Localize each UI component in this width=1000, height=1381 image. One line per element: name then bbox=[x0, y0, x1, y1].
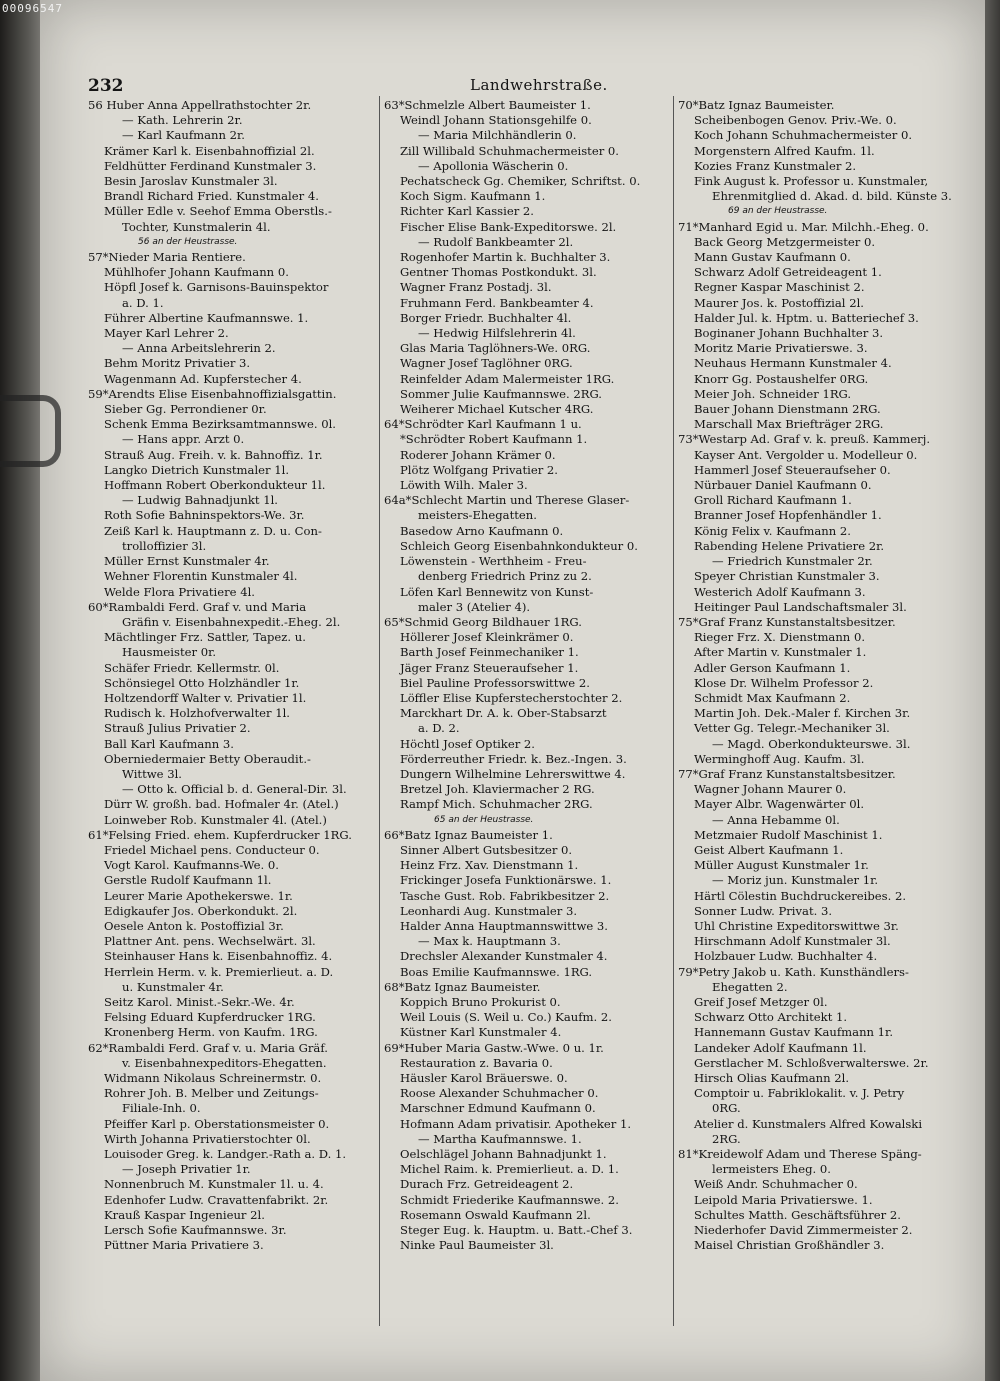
directory-entry: Schultes Matth. Geschäftsführer 2. bbox=[694, 1207, 901, 1222]
directory-entry: Leipold Maria Privatierswe. 1. bbox=[694, 1192, 873, 1207]
directory-entry: Oberniedermaier Betty Oberaudit.- bbox=[104, 751, 311, 766]
directory-entry: Fruhmann Ferd. Bankbeamter 4. bbox=[400, 295, 594, 310]
page-clip-shadow bbox=[0, 395, 61, 467]
directory-entry: Mächtlinger Frz. Sattler, Tapez. u. bbox=[104, 630, 306, 645]
directory-entry: — Ludwig Bahnadjunkt 1l. bbox=[122, 493, 278, 508]
directory-entry: Marckhart Dr. A. k. Ober-Stabsarzt bbox=[400, 706, 607, 721]
directory-entry: Förderreuther Friedr. k. Bez.-Ingen. 3. bbox=[400, 751, 627, 766]
directory-entry: Rampf Mich. Schuhmacher 2RG. bbox=[400, 797, 593, 812]
directory-entry: 57*Nieder Maria Rentiere. bbox=[88, 250, 246, 265]
running-head: Landwehrstraße. bbox=[470, 76, 608, 94]
directory-entry: — Hedwig Hilfslehrerin 4l. bbox=[418, 326, 576, 341]
directory-entry: Kronenberg Herm. von Kaufm. 1RG. bbox=[104, 1025, 318, 1040]
directory-entry: Leonhardi Aug. Kunstmaler 3. bbox=[400, 903, 578, 918]
directory-entry: Schmidt Max Kaufmann 2. bbox=[694, 690, 851, 705]
directory-entry: Sinner Albert Gutsbesitzer 0. bbox=[400, 842, 573, 857]
directory-entry: Weindl Johann Stationsgehilfe 0. bbox=[400, 113, 592, 128]
directory-entry: Bretzel Joh. Klaviermacher 2 RG. bbox=[400, 782, 595, 797]
directory-entry: Greif Josef Metzger 0l. bbox=[694, 994, 828, 1009]
directory-entry: Jäger Franz Steueraufseher 1. bbox=[400, 660, 579, 675]
directory-entry: Roth Sofie Bahninspektors-We. 3r. bbox=[104, 508, 305, 523]
directory-entry: 71*Manhard Egid u. Mar. Milchh.-Eheg. 0. bbox=[678, 219, 929, 234]
directory-entry: Friedel Michael pens. Conducteur 0. bbox=[104, 842, 320, 857]
directory-entry: Weil Louis (S. Weil u. Co.) Kaufm. 2. bbox=[400, 1010, 612, 1025]
directory-column-3 bbox=[678, 98, 960, 1253]
directory-entry: Holtzendorff Walter v. Privatier 1l. bbox=[104, 690, 307, 705]
directory-entry: Pechatscheck Gg. Chemiker, Schriftst. 0. bbox=[400, 174, 641, 189]
directory-entry: Filiale-Inh. 0. bbox=[122, 1101, 201, 1116]
directory-entry: Steinhauser Hans k. Eisenbahnoffiz. 4. bbox=[104, 949, 333, 964]
directory-entry: Knorr Gg. Postaushelfer 0RG. bbox=[694, 371, 869, 386]
directory-entry: Loinweber Rob. Kunstmaler 4l. (Atel.) bbox=[104, 812, 327, 827]
directory-entry: Barth Josef Feinmechaniker 1. bbox=[400, 645, 579, 660]
directory-entry: Neuhaus Hermann Kunstmaler 4. bbox=[694, 356, 892, 371]
directory-entry: Sieber Gg. Perrondiener 0r. bbox=[104, 402, 267, 417]
directory-entry: Basedow Arno Kaufmann 0. bbox=[400, 523, 564, 538]
directory-entry: Wehner Florentin Kunstmaler 4l. bbox=[104, 569, 298, 584]
directory-entry: Vetter Gg. Telegr.-Mechaniker 3l. bbox=[694, 721, 890, 736]
directory-entry: Gräfin v. Eisenbahnexpedit.-Eheg. 2l. bbox=[122, 614, 341, 629]
directory-entry: Meier Joh. Schneider 1RG. bbox=[694, 386, 852, 401]
directory-entry: Mühlhofer Johann Kaufmann 0. bbox=[104, 265, 289, 280]
directory-entry: Rudisch k. Holzhofverwalter 1l. bbox=[104, 706, 290, 721]
directory-entry: Sommer Julie Kaufmannswe. 2RG. bbox=[400, 386, 602, 401]
directory-entry: Strauß Aug. Freih. v. k. Bahnoffiz. 1r. bbox=[104, 447, 323, 462]
directory-entry: Felsing Eduard Kupferdrucker 1RG. bbox=[104, 1010, 316, 1025]
directory-entry: Restauration z. Bavaria 0. bbox=[400, 1055, 553, 1070]
directory-entry: Hoffmann Robert Oberkondukteur 1l. bbox=[104, 478, 326, 493]
directory-entry: Plattner Ant. pens. Wechselwärt. 3l. bbox=[104, 934, 316, 949]
directory-entry: Boas Emilie Kaufmannswe. 1RG. bbox=[400, 964, 593, 979]
directory-entry: Koch Johann Schuhmachermeister 0. bbox=[694, 128, 913, 143]
directory-entry: Tasche Gust. Rob. Fabrikbesitzer 2. bbox=[400, 888, 610, 903]
directory-entry: Gerstle Rudolf Kaufmann 1l. bbox=[104, 873, 272, 888]
directory-entry: — Karl Kaufmann 2r. bbox=[122, 128, 245, 143]
directory-entry: Zeiß Karl k. Hauptmann z. D. u. Con- bbox=[104, 523, 322, 538]
directory-entry: Hofmann Adam privatisir. Apotheker 1. bbox=[400, 1116, 632, 1131]
directory-entry: Metzmaier Rudolf Maschinist 1. bbox=[694, 827, 883, 842]
directory-entry: Fischer Elise Bank-Expeditorswe. 2l. bbox=[400, 219, 617, 234]
directory-entry: Kayser Ant. Vergolder u. Modelleur 0. bbox=[694, 447, 918, 462]
directory-entry: Höllerer Josef Kleinkrämer 0. bbox=[400, 630, 574, 645]
directory-entry: Zill Willibald Schuhmachermeister 0. bbox=[400, 143, 619, 158]
directory-entry: trolloffizier 3l. bbox=[122, 538, 207, 553]
directory-entry: Morgenstern Alfred Kaufm. 1l. bbox=[694, 143, 875, 158]
directory-entry: 64a*Schlecht Martin und Therese Glaser- bbox=[384, 493, 630, 508]
directory-entry: 81*Kreidewolf Adam und Therese Späng- bbox=[678, 1147, 922, 1162]
directory-column-1 bbox=[88, 98, 378, 1253]
directory-entry: 56 Huber Anna Appellrathstochter 2r. bbox=[88, 98, 312, 112]
directory-entry: Rabending Helene Privatiere 2r. bbox=[694, 538, 885, 553]
directory-entry: lermeisters Eheg. 0. bbox=[712, 1162, 831, 1177]
directory-entry: — Kath. Lehrerin 2r. bbox=[122, 113, 243, 128]
directory-entry: 63*Schmelzle Albert Baumeister 1. bbox=[384, 98, 591, 112]
directory-entry: Müller Ernst Kunstmaler 4r. bbox=[104, 554, 270, 569]
directory-entry: Hirschmann Adolf Kunstmaler 3l. bbox=[694, 934, 891, 949]
directory-entry: Schönsiegel Otto Holzhändler 1r. bbox=[104, 675, 300, 690]
directory-entry: 0RG. bbox=[712, 1101, 741, 1116]
directory-entry: Moritz Marie Privatierswe. 3. bbox=[694, 341, 868, 356]
directory-entry: 68*Batz Ignaz Baumeister. bbox=[384, 979, 541, 994]
directory-entry: Schwarz Adolf Getreideagent 1. bbox=[694, 265, 882, 280]
directory-entry: Gerstlacher M. Schloßverwalterswe. 2r. bbox=[694, 1055, 929, 1070]
directory-entry: — Apollonia Wäscherin 0. bbox=[418, 158, 569, 173]
directory-entry: Nonnenbruch M. Kunstmaler 1l. u. 4. bbox=[104, 1177, 324, 1192]
directory-entry: 70*Batz Ignaz Baumeister. bbox=[678, 98, 835, 112]
location-note: 65 an der Heustrasse. bbox=[434, 814, 534, 825]
directory-entry: Löffler Elise Kupferstecherstochter 2. bbox=[400, 690, 623, 705]
directory-entry: Frickinger Josefa Funktionärswe. 1. bbox=[400, 873, 612, 888]
directory-entry: Krauß Kaspar Ingenieur 2l. bbox=[104, 1207, 265, 1222]
directory-entry: Krämer Karl k. Eisenbahnoffizial 2l. bbox=[104, 143, 315, 158]
directory-entry: Ball Karl Kaufmann 3. bbox=[104, 736, 234, 751]
directory-entry: Heitinger Paul Landschaftsmaler 3l. bbox=[694, 599, 907, 614]
directory-entry: Koppich Bruno Prokurist 0. bbox=[400, 994, 561, 1009]
directory-column-2 bbox=[384, 98, 674, 1253]
directory-entry: Mayer Albr. Wagenwärter 0l. bbox=[694, 797, 865, 812]
directory-entry: Regner Kaspar Maschinist 2. bbox=[694, 280, 865, 295]
location-note: 69 an der Heustrasse. bbox=[728, 206, 828, 217]
directory-entry: Werminghoff Aug. Kaufm. 3l. bbox=[694, 751, 865, 766]
directory-entry: Tochter, Kunstmalerin 4l. bbox=[122, 219, 271, 234]
directory-entry: Borger Friedr. Buchhalter 4l. bbox=[400, 310, 572, 325]
directory-entry: 64*Schrödter Karl Kaufmann 1 u. bbox=[384, 417, 582, 432]
directory-entry: — Maria Milchhändlerin 0. bbox=[418, 128, 577, 143]
directory-entry: Edenhofer Ludw. Cravattenfabrikt. 2r. bbox=[104, 1192, 329, 1207]
directory-entry: Wagner Josef Taglöhner 0RG. bbox=[400, 356, 573, 371]
directory-entry: Schenk Emma Bezirksamtmannswe. 0l. bbox=[104, 417, 336, 432]
directory-entry: meisters-Ehegatten. bbox=[418, 508, 537, 523]
directory-entry: 73*Westarp Ad. Graf v. k. preuß. Kammerj. bbox=[678, 432, 930, 447]
directory-entry: Reinfelder Adam Malermeister 1RG. bbox=[400, 371, 615, 386]
directory-entry: Klose Dr. Wilhelm Professor 2. bbox=[694, 675, 874, 690]
directory-entry: Dürr W. großh. bad. Hofmaler 4r. (Atel.) bbox=[104, 797, 339, 812]
directory-entry: Uhl Christine Expeditorswittwe 3r. bbox=[694, 918, 899, 933]
directory-entry: Hannemann Gustav Kaufmann 1r. bbox=[694, 1025, 894, 1040]
directory-entry: Schmidt Friederike Kaufmannswe. 2. bbox=[400, 1192, 619, 1207]
directory-entry: Müller Edle v. Seehof Emma Oberstls.- bbox=[104, 204, 332, 219]
directory-entry: Löfen Karl Bennewitz von Kunst- bbox=[400, 584, 594, 599]
directory-entry: Welde Flora Privatiere 4l. bbox=[104, 584, 255, 599]
directory-entry: Glas Maria Taglöhners-We. 0RG. bbox=[400, 341, 591, 356]
directory-entry: Seitz Karol. Minist.-Sekr.-We. 4r. bbox=[104, 994, 295, 1009]
directory-entry: — Joseph Privatier 1r. bbox=[122, 1162, 251, 1177]
directory-entry: Speyer Christian Kunstmaler 3. bbox=[694, 569, 880, 584]
directory-entry: Weiherer Michael Kutscher 4RG. bbox=[400, 402, 594, 417]
directory-entry: Strauß Julius Privatier 2. bbox=[104, 721, 251, 736]
directory-entry: Hausmeister 0r. bbox=[122, 645, 217, 660]
directory-entry: Führer Albertine Kaufmannswe. 1. bbox=[104, 310, 309, 325]
directory-entry: Edigkaufer Jos. Oberkondukt. 2l. bbox=[104, 903, 298, 918]
directory-entry: u. Kunstmaler 4r. bbox=[122, 979, 224, 994]
directory-entry: Püttner Maria Privatiere 3. bbox=[104, 1238, 264, 1253]
directory-entry: Feldhütter Ferdinand Kunstmaler 3. bbox=[104, 158, 317, 173]
directory-entry: Schleich Georg Eisenbahnkondukteur 0. bbox=[400, 538, 638, 553]
directory-entry: denberg Friedrich Prinz zu 2. bbox=[418, 569, 592, 584]
directory-entry: König Felix v. Kaufmann 2. bbox=[694, 523, 851, 538]
directory-entry: Biel Pauline Professorswittwe 2. bbox=[400, 675, 590, 690]
directory-entry: Louisoder Greg. k. Landger.-Rath a. D. 1. bbox=[104, 1147, 347, 1162]
directory-entry: Wittwe 3l. bbox=[122, 766, 182, 781]
directory-entry: Steger Eug. k. Hauptm. u. Batt.-Chef 3. bbox=[400, 1223, 633, 1238]
directory-entry: Rohrer Joh. B. Melber und Zeitungs- bbox=[104, 1086, 319, 1101]
directory-entry: Lersch Sofie Kaufmannswe. 3r. bbox=[104, 1223, 287, 1238]
directory-entry: Ehegatten 2. bbox=[712, 979, 788, 994]
directory-entry: Wagner Johann Maurer 0. bbox=[694, 782, 847, 797]
directory-entry: Michel Raim. k. Premierlieut. a. D. 1. bbox=[400, 1162, 619, 1177]
directory-entry: — Friedrich Kunstmaler 2r. bbox=[712, 554, 873, 569]
directory-entry: Rogenhofer Martin k. Buchhalter 3. bbox=[400, 250, 611, 265]
directory-entry: Sonner Ludw. Privat. 3. bbox=[694, 903, 833, 918]
directory-entry: a. D. 1. bbox=[122, 295, 164, 310]
directory-entry: Dungern Wilhelmine Lehrerswittwe 4. bbox=[400, 766, 626, 781]
directory-entry: Gentner Thomas Postkondukt. 3l. bbox=[400, 265, 597, 280]
directory-entry: Mayer Karl Lehrer 2. bbox=[104, 326, 229, 341]
directory-entry: Löwith Wilh. Maler 3. bbox=[400, 478, 528, 493]
directory-entry: Durach Frz. Getreideagent 2. bbox=[400, 1177, 574, 1192]
directory-entry: Wirth Johanna Privatierstochter 0l. bbox=[104, 1131, 311, 1146]
directory-entry: — Rudolf Bankbeamter 2l. bbox=[418, 234, 574, 249]
directory-entry: Boginaner Johann Buchhalter 3. bbox=[694, 326, 884, 341]
directory-entry: Roose Alexander Schuhmacher 0. bbox=[400, 1086, 599, 1101]
directory-entry: 69*Huber Maria Gastw.-Wwe. 0 u. 1r. bbox=[384, 1040, 604, 1055]
directory-entry: maler 3 (Atelier 4). bbox=[418, 599, 531, 614]
directory-entry: Ehrenmitglied d. Akad. d. bild. Künste 3. bbox=[712, 189, 952, 204]
directory-entry: Marschall Max Briefträger 2RG. bbox=[694, 417, 884, 432]
directory-entry: Hirsch Olias Kaufmann 2l. bbox=[694, 1071, 850, 1085]
directory-entry: Maisel Christian Großhändler 3. bbox=[694, 1238, 885, 1253]
directory-entry: — Moriz jun. Kunstmaler 1r. bbox=[712, 873, 879, 888]
location-note: 56 an der Heustrasse. bbox=[138, 236, 238, 247]
directory-entry: 2RG. bbox=[712, 1131, 741, 1146]
directory-entry: Halder Jul. k. Hptm. u. Batteriechef 3. bbox=[694, 310, 919, 325]
directory-entry: Fink August k. Professor u. Kunstmaler, bbox=[694, 174, 929, 189]
directory-entry: Kozies Franz Kunstmaler 2. bbox=[694, 158, 857, 173]
directory-entry: Niederhofer David Zimmermeister 2. bbox=[694, 1223, 913, 1238]
directory-entry: Roderer Johann Krämer 0. bbox=[400, 447, 556, 462]
directory-entry: Koch Sigm. Kaufmann 1. bbox=[400, 189, 546, 204]
directory-entry: 79*Petry Jakob u. Kath. Kunsthändlers- bbox=[678, 964, 909, 979]
directory-entry: Oesele Anton k. Postoffizial 3r. bbox=[104, 918, 284, 933]
directory-entry: Scheibenbogen Genov. Priv.-We. 0. bbox=[694, 113, 897, 128]
directory-entry: Müller August Kunstmaler 1r. bbox=[694, 858, 869, 873]
directory-entry: After Martin v. Kunstmaler 1. bbox=[694, 645, 867, 660]
directory-entry: Drechsler Alexander Kunstmaler 4. bbox=[400, 949, 608, 964]
directory-entry: Rosemann Oswald Kaufmann 2l. bbox=[400, 1207, 591, 1222]
directory-entry: Widmann Nikolaus Schreinermstr. 0. bbox=[104, 1071, 322, 1085]
directory-entry: Leurer Marie Apothekerswe. 1r. bbox=[104, 888, 293, 903]
directory-entry: Geist Albert Kaufmann 1. bbox=[694, 842, 844, 857]
directory-entry: Adler Gerson Kaufmann 1. bbox=[694, 660, 851, 675]
directory-entry: Maurer Jos. k. Postoffizial 2l. bbox=[694, 295, 864, 310]
directory-entry: 62*Rambaldi Ferd. Graf v. u. Maria Gräf. bbox=[88, 1040, 328, 1055]
directory-entry: Westerich Adolf Kaufmann 3. bbox=[694, 584, 866, 599]
directory-entry: — Hans appr. Arzt 0. bbox=[122, 432, 245, 447]
page-number: 232 bbox=[88, 76, 124, 96]
directory-entry: Schwarz Otto Architekt 1. bbox=[694, 1010, 848, 1025]
directory-entry: Comptoir u. Fabriklokalit. v. J. Petry bbox=[694, 1086, 905, 1101]
directory-entry: 75*Graf Franz Kunstanstaltsbesitzer. bbox=[678, 614, 896, 629]
directory-entry: Holzbauer Ludw. Buchhalter 4. bbox=[694, 949, 878, 964]
directory-entry: Behm Moritz Privatier 3. bbox=[104, 356, 251, 371]
directory-entry: Richter Karl Kassier 2. bbox=[400, 204, 534, 219]
directory-entry: Weiß Andr. Schuhmacher 0. bbox=[694, 1177, 858, 1192]
directory-entry: Atelier d. Kunstmalers Alfred Kowalski bbox=[694, 1116, 923, 1131]
directory-entry: Langko Dietrich Kunstmaler 1l. bbox=[104, 462, 290, 477]
directory-entry: Back Georg Metzgermeister 0. bbox=[694, 234, 876, 249]
directory-entry: Rieger Frz. X. Dienstmann 0. bbox=[694, 630, 866, 645]
directory-entry: Martin Joh. Dek.-Maler f. Kirchen 3r. bbox=[694, 706, 911, 721]
column-rule bbox=[379, 96, 380, 1326]
directory-entry: — Magd. Oberkondukteurswe. 3l. bbox=[712, 736, 911, 751]
directory-entry: Oelschlägel Johann Bahnadjunkt 1. bbox=[400, 1147, 607, 1162]
scan-id: 00096547 bbox=[2, 2, 63, 15]
directory-entry: 77*Graf Franz Kunstanstaltsbesitzer. bbox=[678, 766, 896, 781]
directory-entry: Landeker Adolf Kaufmann 1l. bbox=[694, 1040, 867, 1055]
directory-entry: Heinz Frz. Xav. Dienstmann 1. bbox=[400, 858, 579, 873]
directory-entry: 66*Batz Ignaz Baumeister 1. bbox=[384, 827, 553, 842]
directory-entry: Groll Richard Kaufmann 1. bbox=[694, 493, 852, 508]
directory-entry: Bauer Johann Dienstmann 2RG. bbox=[694, 402, 881, 417]
directory-entry: 59*Arendts Elise Eisenbahnoffizialsgattin. bbox=[88, 386, 337, 401]
directory-entry: — Otto k. Official b. d. General-Dir. 3l. bbox=[122, 782, 347, 797]
directory-entry: — Max k. Hauptmann 3. bbox=[418, 934, 561, 949]
directory-entry: Schäfer Friedr. Kellermstr. 0l. bbox=[104, 660, 280, 675]
directory-entry: — Anna Arbeitslehrerin 2. bbox=[122, 341, 276, 356]
directory-entry: Besin Jaroslav Kunstmaler 3l. bbox=[104, 174, 278, 189]
directory-entry: Wagenmann Ad. Kupferstecher 4. bbox=[104, 371, 302, 386]
directory-entry: — Anna Hebamme 0l. bbox=[712, 812, 840, 827]
directory-entry: Hammerl Josef Steueraufseher 0. bbox=[694, 462, 891, 477]
directory-entry: Nürbauer Daniel Kaufmann 0. bbox=[694, 478, 872, 493]
directory-entry: Halder Anna Hauptmannswittwe 3. bbox=[400, 918, 608, 933]
directory-entry: v. Eisenbahnexpeditors-Ehegatten. bbox=[122, 1055, 327, 1070]
directory-entry: Branner Josef Hopfenhändler 1. bbox=[694, 508, 882, 523]
directory-entry: Brandl Richard Fried. Kunstmaler 4. bbox=[104, 189, 319, 204]
directory-entry: Pfeiffer Karl p. Oberstationsmeister 0. bbox=[104, 1116, 330, 1131]
directory-entry: Marschner Edmund Kaufmann 0. bbox=[400, 1101, 596, 1116]
directory-entry: Höpfl Josef k. Garnisons-Bauinspektor bbox=[104, 280, 329, 295]
directory-entry: 61*Felsing Fried. ehem. Kupferdrucker 1RG. bbox=[88, 827, 352, 842]
directory-entry: Löwenstein - Werthheim - Freu- bbox=[400, 554, 587, 569]
directory-entry: Mann Gustav Kaufmann 0. bbox=[694, 250, 851, 265]
directory-entry: Höchtl Josef Optiker 2. bbox=[400, 736, 535, 751]
directory-entry: Wagner Franz Postadj. 3l. bbox=[400, 280, 552, 295]
directory-entry: Küstner Karl Kunstmaler 4. bbox=[400, 1025, 562, 1040]
directory-entry: a. D. 2. bbox=[418, 721, 460, 736]
directory-entry: Herrlein Herm. v. k. Premierlieut. a. D. bbox=[104, 964, 334, 979]
directory-entry: Häusler Karol Bräuerswe. 0. bbox=[400, 1071, 568, 1085]
directory-entry: Ninke Paul Baumeister 3l. bbox=[400, 1238, 554, 1253]
directory-entry: Härtl Cölestin Buchdruckereibes. 2. bbox=[694, 888, 907, 903]
directory-entry: 60*Rambaldi Ferd. Graf v. und Maria bbox=[88, 599, 307, 614]
directory-entry: *Schrödter Robert Kaufmann 1. bbox=[400, 432, 588, 447]
directory-entry: — Martha Kaufmannswe. 1. bbox=[418, 1131, 582, 1146]
directory-entry: Vogt Karol. Kaufmanns-We. 0. bbox=[104, 858, 279, 873]
directory-entry: Plötz Wolfgang Privatier 2. bbox=[400, 462, 558, 477]
directory-entry: 65*Schmid Georg Bildhauer 1RG. bbox=[384, 614, 582, 629]
